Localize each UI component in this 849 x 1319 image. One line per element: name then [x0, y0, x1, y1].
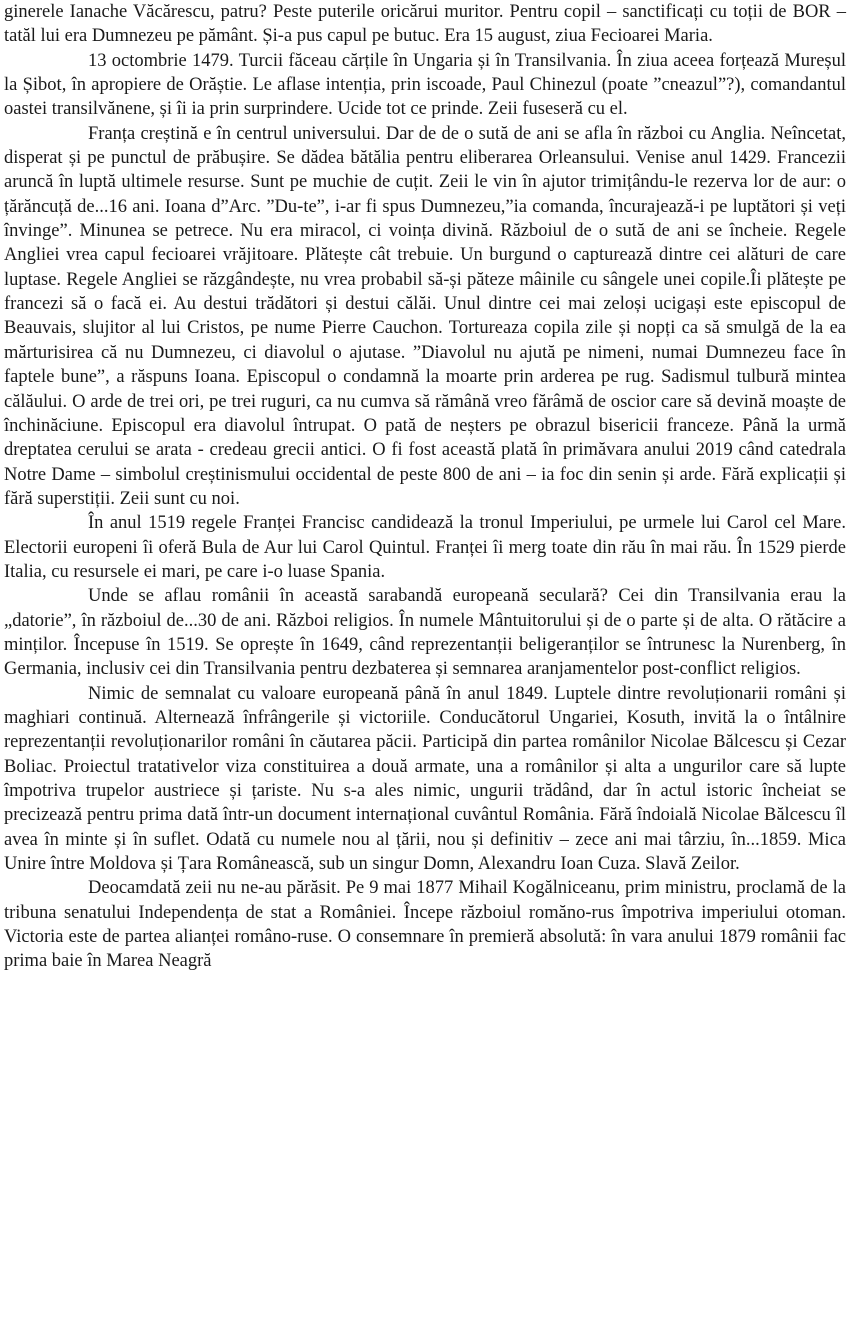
paragraph-1519: În anul 1519 regele Franței Francisc candidează la tronul Imperiului, pe urmele lui Carol cel Mare. Electorii europeni îi oferă Bula de Aur lui Carol Quintul. Franței îi merg toate din rău în mai rău. În 1529 pierde Italia, cu resursele ei mari, pe care i-o luase Spania. [4, 513, 846, 582]
paragraph-transilvania: Unde se aflau românii în această sarabandă europeană seculară? Cei din Transilvania erau la „datorie”, în războiul de...30 de ani. Război religios. În numele Mântuitorului și de o parte și de alta. O rătăcire a minților. Începuse în 1519. Se oprește în 1649, când reprezentanții beligeranților se întrunesc la Nurenberg, în Germania, inclusiv cei din Transilvania pentru dezbaterea și semnarea aranjamentelor post-conflict religios. [4, 586, 846, 680]
paragraph-1877: Deocamdată zeii nu ne-au părăsit. Pe 9 mai 1877 Mihail Kogălniceanu, prim ministru, proclamă de la tribuna senatului Independența de stat a României. Începe războiul romăno-rus împotriva imperiului otoman. Victoria este de partea alianței româno-ruse. O consemnare în premieră absolută: în vara anului 1879 românii fac prima baie în Marea Neagră [4, 878, 846, 972]
paragraph-ioana-darc: Franța creștină e în centrul universului. Dar de de o sută de ani se afla în război cu Anglia. Neîncetat, disperat și pe punctul de prăbușire. Se dădea bătălia pentru eliberarea Orleansului. Venise anul 1429. Francezii aruncă în luptă ultimele resurse. Sunt pe muchie de cuțit. Zeii le vin în ajutor trimițându-le rezerva lor de aur: o țărăncuță de...16 ani. Ioana d”Arc. ”Du-te”, i-ar fi spus Dumnezeu,”ia comanda, încurajează-i pe luptători și veți învinge”. Minunea se petrece. Nu era miracol, ci voința divină. Războiul de o sută de ani se încheie. Regele Angliei vrea capul fecioarei vrăjitoare. Plătește cât trebuie. Un burgund o capturează dintre cei alături de care luptase. Regele Angliei se răzgândește, nu vrea probabil să-și păteze mâinile cu sângele unei copile.Îi plătește pe francezi să o facă ei. Au destui trădători și destui călăi. Unul dintre cei mai zeloși ucigași este episcopul de Beauvais, slujitor al lui Cristos, pe nume Pierre Cauchon. Tortureaza copila zile și nopți ca să smulgă de la ea mărturisirea că nu Dumnezeu, ci diavolul o ajutase. ”Diavolul nu ajută pe nimeni, numai Dumnezeu face în faptele bune”, a răspuns Ioana. Episcopul o condamnă la moarte prin arderea pe rug. Sadismul tulbură mintea călăului. O arde de trei ori, pe trei ruguri, ca nu cumva să rămână vreo fărâmă de oscior care să devină moaște de închinăciune. Episcopul era diavolul întrupat. O pată de neșters pe obrazul bisericii franceze. Până la urmă dreptatea cerului se arata - credeau grecii antici. O fi fost această plată în primăvara anului 2019 când catedrala Notre Dame – simbolul creștinismului occidental de peste 800 de ani – ia foc din senin și arde. Fără explicații și fără superstiții. Zeii sunt cu noi. [4, 123, 846, 509]
paragraph-1479: 13 octombrie 1479. Turcii făceau cărțile în Ungaria și în Transilvania. În ziua aceea forțează Mureșul la Șibot, în apropiere de Orăștie. Le aflase intenția, prin iscoade, Paul Chinezul (poate ”cneazul”?), comandantul oastei transilvănene, și îi ia prin surprindere. Ucide tot ce prinde. Zeii fuseseră cu el. [4, 50, 846, 120]
paragraph-continuation: ginerele Ianache Văcărescu, patru? Peste puterile oricărui muritor. Pentru copil – sanctificați cu toții de BOR – tatăl lui era Dumnezeu pe pământ. Și-a pus capul pe butuc. Era 15 august, ziua Fecioarei Maria. [4, 2, 846, 47]
paragraph-1849: Nimic de semnalat cu valoare europeană până în anul 1849. Luptele dintre revoluționarii români și maghiari continuă. Alternează înfrângerile și victoriile. Conducătorul Ungariei, Kosuth, invită la o întâlnire reprezentanții revoluționarilor români în căutarea păcii. Participă din partea românilor Nicolae Bălcescu și Cezar Boliac. Proiectul tratativelor viza constituirea a două armate, una a românilor și alta a ungurilor care să lupte împotriva trupelor austriece și țariste. Nu s-a ales nimic, ungurii trădând, dar în actul istoric încheiat se precizează pentru prima dată într-un document internațional cuvântul România. Fără îndoială Nicolae Bălcescu îl avea în minte și în suflet. Odată cu numele nou al țării, nou și definitiv – zece ani mai târziu, în...1859. Mica Unire între Moldova și Țara Românească, sub un singur Domn, Alexandru Ioan Cuza. Slavă Zeilor. [4, 683, 846, 875]
